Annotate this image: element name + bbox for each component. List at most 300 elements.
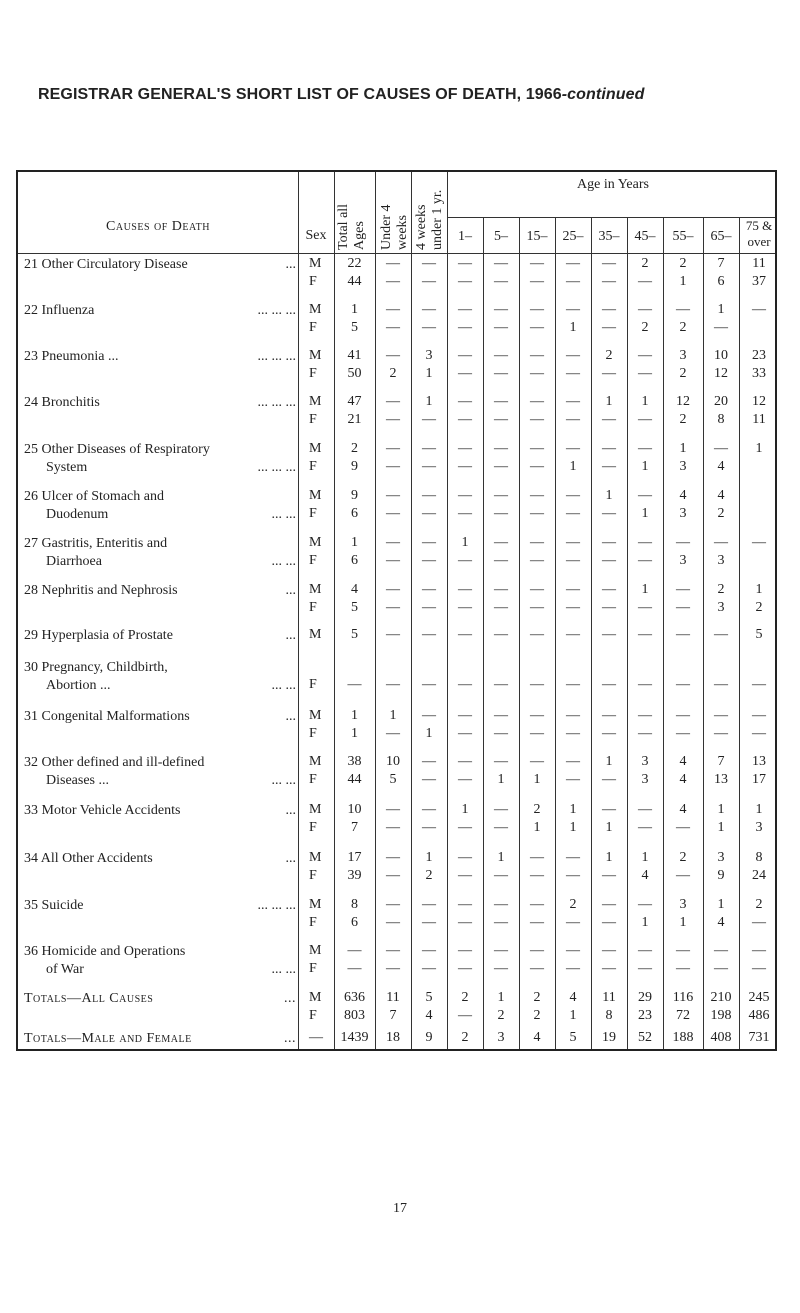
- data-cell: —: [386, 582, 400, 597]
- sex-cell: M: [309, 627, 322, 642]
- data-cell: —: [566, 394, 580, 409]
- data-cell: 6: [351, 506, 358, 521]
- data-cell: —: [458, 488, 472, 503]
- cause-number: 23: [24, 349, 38, 364]
- data-cell: 41: [347, 348, 362, 363]
- cause-label: [24, 394, 296, 412]
- sex-cell: M: [309, 802, 322, 817]
- data-cell: —: [494, 961, 508, 976]
- cause-text: [24, 441, 296, 459]
- data-cell: —: [530, 708, 544, 723]
- header-age-group: Age in Years: [577, 177, 649, 192]
- data-cell: 3: [641, 772, 649, 787]
- cause-label: [24, 754, 296, 790]
- cause-number: 36: [24, 944, 38, 959]
- data-cell: —: [602, 553, 616, 568]
- data-cell: —: [566, 348, 580, 363]
- cause-name: Congenital Malformations: [41, 709, 190, 724]
- data-cell: 1: [679, 915, 687, 930]
- data-cell: —: [386, 348, 400, 363]
- data-cell: —: [638, 366, 652, 381]
- header-causes: Causes of Death: [106, 219, 210, 234]
- data-cell: —: [422, 256, 436, 271]
- data-cell: 2: [389, 366, 397, 381]
- data-cell: —: [676, 708, 690, 723]
- data-cell: —: [494, 915, 508, 930]
- age-header: 15–: [526, 229, 548, 244]
- data-cell: 1: [351, 726, 358, 741]
- cause-name: Motor Vehicle Accidents: [41, 803, 181, 818]
- data-cell: 6: [351, 553, 358, 568]
- data-cell: 1: [425, 850, 433, 865]
- cause-text: [24, 943, 296, 961]
- cause-label: [24, 990, 296, 1008]
- data-cell: —: [530, 459, 544, 474]
- grand-total-text: Totals—Male and Female: [24, 1031, 192, 1046]
- cause-text: [24, 990, 296, 1008]
- cause-number: 21: [24, 257, 38, 272]
- data-cell: —: [458, 348, 472, 363]
- header-sex: Sex: [305, 228, 327, 243]
- data-cell: —: [530, 868, 544, 883]
- cause-continuation: System: [46, 460, 88, 475]
- data-cell: 4: [679, 772, 687, 787]
- cause-name: Nephritis and Nephrosis: [41, 583, 178, 598]
- data-cell: 13: [714, 772, 728, 787]
- data-cell: —: [347, 943, 362, 958]
- data-cell: —: [494, 943, 508, 958]
- cause-label: [24, 627, 296, 645]
- leader-dots: ... ... ...: [257, 460, 296, 475]
- grand-total-cell: 19: [602, 1030, 616, 1045]
- data-cell: 636: [344, 990, 365, 1005]
- data-cell: —: [422, 708, 436, 723]
- data-cell: —: [752, 535, 766, 550]
- sex-cell: M: [309, 348, 322, 363]
- data-cell: —: [566, 274, 580, 289]
- data-cell: 3: [717, 553, 725, 568]
- data-cell: 245: [748, 990, 770, 1005]
- data-cell: —: [602, 274, 616, 289]
- grand-total-cell: 408: [710, 1030, 732, 1045]
- data-cell: —: [458, 772, 472, 787]
- data-cell: —: [386, 677, 400, 692]
- sex-cell: F: [309, 915, 317, 930]
- data-cell: 5: [425, 990, 433, 1005]
- data-cell: 3: [425, 348, 433, 363]
- cause-name: Suicide: [41, 898, 84, 913]
- data-cell: 2: [641, 256, 649, 271]
- cause-label: [24, 302, 296, 320]
- cause-text: [24, 256, 296, 274]
- data-cell: 1: [717, 302, 725, 317]
- data-cell: —: [530, 627, 544, 642]
- data-cell: —: [386, 459, 400, 474]
- data-cell: —: [566, 366, 580, 381]
- leader-dots: ...: [284, 991, 296, 1006]
- cause-label: [24, 256, 296, 274]
- data-cell: 1: [425, 394, 433, 409]
- data-cell: —: [530, 302, 544, 317]
- sex-cell: M: [309, 708, 322, 723]
- sex-cell: F: [309, 726, 317, 741]
- data-cell: 3: [679, 506, 687, 521]
- data-cell: —: [530, 488, 544, 503]
- data-cell: —: [602, 506, 616, 521]
- data-cell: —: [386, 915, 400, 930]
- data-cell: —: [638, 302, 652, 317]
- data-cell: —: [638, 600, 652, 615]
- data-cell: 7: [389, 1008, 397, 1023]
- cause-text: [24, 348, 296, 366]
- data-cell: —: [638, 677, 652, 692]
- data-cell: 1: [461, 535, 469, 550]
- data-cell: —: [638, 726, 652, 741]
- data-cell: 2: [351, 441, 358, 456]
- data-cell: —: [566, 441, 580, 456]
- grand-total-cell: 3: [497, 1030, 505, 1045]
- data-cell: —: [676, 600, 690, 615]
- data-cell: 2: [755, 897, 763, 912]
- data-cell: —: [566, 850, 580, 865]
- leader-dots: ... ... ...: [257, 349, 296, 364]
- data-cell: —: [458, 961, 472, 976]
- data-cell: —: [422, 897, 436, 912]
- data-cell: —: [422, 961, 436, 976]
- age-header: 5–: [494, 229, 508, 244]
- data-cell: —: [714, 535, 728, 550]
- grand-total-cell: 18: [386, 1030, 400, 1045]
- data-cell: 1: [641, 506, 649, 521]
- data-cell: 2: [679, 850, 687, 865]
- data-cell: 38: [347, 754, 362, 769]
- grand-total-label: [24, 1030, 296, 1048]
- data-cell: —: [458, 915, 472, 930]
- leader-dots: ... ...: [271, 678, 296, 693]
- data-cell: 29: [638, 990, 652, 1005]
- cause-number: 29: [24, 628, 38, 643]
- data-cell: —: [494, 677, 508, 692]
- data-cell: —: [530, 553, 544, 568]
- data-cell: —: [458, 897, 472, 912]
- data-cell: —: [714, 441, 728, 456]
- leader-dots: ...: [285, 257, 296, 272]
- leader-dots: ... ... ...: [257, 395, 296, 410]
- data-cell: —: [566, 726, 580, 741]
- data-cell: 1: [605, 394, 613, 409]
- data-cell: —: [752, 708, 766, 723]
- sex-cell: M: [309, 582, 322, 597]
- data-cell: —: [530, 582, 544, 597]
- data-cell: —: [714, 320, 728, 335]
- cause-text: [24, 754, 296, 772]
- data-cell: —: [530, 394, 544, 409]
- data-cell: —: [458, 274, 472, 289]
- data-cell: —: [458, 582, 472, 597]
- data-cell: —: [530, 535, 544, 550]
- data-cell: —: [566, 302, 580, 317]
- data-cell: —: [602, 366, 616, 381]
- data-cell: —: [602, 600, 616, 615]
- data-cell: 72: [676, 1008, 690, 1023]
- data-cell: —: [676, 302, 690, 317]
- age-header: 75 & over: [745, 218, 773, 249]
- sex-cell: F: [309, 506, 317, 521]
- data-cell: —: [422, 802, 436, 817]
- data-cell: 1: [755, 441, 763, 456]
- cause-text: [24, 394, 296, 412]
- data-cell: —: [676, 820, 690, 835]
- data-cell: —: [386, 627, 400, 642]
- data-cell: —: [676, 868, 690, 883]
- cause-label: [24, 535, 296, 571]
- data-cell: —: [566, 627, 580, 642]
- data-cell: 8: [755, 850, 763, 865]
- data-cell: —: [347, 961, 362, 976]
- sex-cell: F: [309, 600, 317, 615]
- data-cell: 4: [569, 990, 577, 1005]
- data-cell: —: [386, 488, 400, 503]
- data-cell: —: [714, 961, 728, 976]
- cause-number: 31: [24, 709, 38, 724]
- data-cell: 3: [679, 348, 687, 363]
- data-cell: 4: [641, 868, 649, 883]
- sex-cell: M: [309, 990, 322, 1005]
- data-cell: —: [676, 582, 690, 597]
- data-cell: —: [422, 488, 436, 503]
- leader-dots: ...: [284, 1031, 296, 1046]
- data-cell: —: [458, 256, 472, 271]
- data-cell: —: [422, 627, 436, 642]
- data-cell: 3: [641, 754, 649, 769]
- data-cell: —: [566, 535, 580, 550]
- data-cell: —: [458, 754, 472, 769]
- data-cell: —: [386, 506, 400, 521]
- data-cell: 37: [752, 274, 766, 289]
- grand-total-cell: 188: [672, 1030, 694, 1045]
- leader-dots: ... ...: [271, 962, 296, 977]
- data-cell: —: [494, 726, 508, 741]
- data-cell: —: [458, 708, 472, 723]
- data-cell: 2: [717, 506, 725, 521]
- cause-number: 28: [24, 583, 38, 598]
- data-cell: —: [638, 274, 652, 289]
- data-cell: —: [602, 943, 616, 958]
- data-cell: —: [494, 412, 508, 427]
- cause-number: 35: [24, 898, 38, 913]
- data-cell: —: [530, 320, 544, 335]
- data-cell: —: [494, 302, 508, 317]
- cause-label: [24, 897, 296, 915]
- sex-cell: M: [309, 488, 322, 503]
- data-cell: 21: [347, 412, 362, 427]
- data-cell: —: [566, 488, 580, 503]
- data-cell: —: [638, 412, 652, 427]
- data-cell: —: [602, 582, 616, 597]
- data-cell: —: [422, 553, 436, 568]
- data-cell: —: [494, 348, 508, 363]
- cause-number: 32: [24, 755, 38, 770]
- data-cell: —: [676, 943, 690, 958]
- data-cell: —: [422, 820, 436, 835]
- data-cell: —: [566, 868, 580, 883]
- title-suffix: -continued: [561, 86, 645, 103]
- data-cell: —: [494, 802, 508, 817]
- data-cell: 1: [605, 850, 613, 865]
- sex-cell: F: [309, 274, 317, 289]
- data-cell: —: [422, 600, 436, 615]
- data-cell: —: [530, 348, 544, 363]
- data-cell: —: [602, 915, 616, 930]
- data-cell: —: [530, 256, 544, 271]
- data-cell: —: [494, 708, 508, 723]
- cause-label: [24, 488, 296, 524]
- header-total: Total all Ages: [336, 203, 367, 250]
- data-cell: 3: [755, 820, 763, 835]
- data-cell: —: [602, 535, 616, 550]
- data-cell: —: [494, 535, 508, 550]
- data-cell: 1: [533, 820, 541, 835]
- data-cell: 5: [389, 772, 397, 787]
- data-cell: 2: [605, 348, 613, 363]
- data-cell: —: [530, 412, 544, 427]
- data-cell: 9: [351, 459, 358, 474]
- data-cell: 1: [351, 708, 358, 723]
- data-cell: —: [714, 943, 728, 958]
- data-cell: —: [494, 868, 508, 883]
- data-cell: —: [566, 961, 580, 976]
- cause-name: Other Diseases of Respiratory: [41, 442, 210, 457]
- data-cell: 1: [569, 802, 577, 817]
- data-cell: —: [530, 677, 544, 692]
- sex-cell: M: [309, 256, 322, 271]
- data-cell: —: [530, 506, 544, 521]
- data-cell: —: [494, 488, 508, 503]
- cause-continuation: Diarrhoea: [46, 554, 102, 569]
- grand-total-cell: 1439: [340, 1030, 369, 1045]
- data-cell: —: [386, 302, 400, 317]
- cause-label: [24, 659, 296, 695]
- cause-name: All Other Accidents: [40, 851, 153, 866]
- data-cell: 1: [641, 394, 649, 409]
- grand-total-cell: 4: [533, 1030, 541, 1045]
- data-cell: 4: [679, 488, 687, 503]
- data-cell: 5: [755, 627, 763, 642]
- data-cell: 20: [714, 394, 728, 409]
- data-cell: 1: [569, 820, 577, 835]
- data-cell: —: [458, 726, 472, 741]
- age-header: 1–: [458, 229, 472, 244]
- leader-dots: ... ... ...: [257, 898, 296, 913]
- leader-dots: ...: [285, 851, 296, 866]
- page-number: 17: [393, 1201, 407, 1216]
- header-4-weeks-under-1-yr: 4 weeks under 1 yr.: [414, 189, 445, 250]
- cause-label: [24, 708, 296, 726]
- sex-cell: M: [309, 441, 322, 456]
- data-cell: —: [638, 553, 652, 568]
- data-cell: 1: [497, 990, 505, 1005]
- data-cell: —: [602, 459, 616, 474]
- data-cell: —: [566, 553, 580, 568]
- data-cell: —: [602, 961, 616, 976]
- data-cell: 17: [347, 850, 362, 865]
- data-cell: —: [422, 412, 436, 427]
- data-cell: —: [458, 1008, 472, 1023]
- data-cell: 9: [717, 868, 725, 883]
- cause-text: [24, 897, 296, 915]
- data-cell: —: [422, 506, 436, 521]
- data-cell: —: [386, 868, 400, 883]
- leader-dots: ...: [285, 583, 296, 598]
- age-header: 45–: [634, 229, 656, 244]
- data-cell: —: [494, 274, 508, 289]
- data-cell: 1: [605, 754, 613, 769]
- cause-number: 27: [24, 536, 38, 551]
- cause-continuation: Abortion ...: [46, 678, 111, 693]
- data-cell: —: [530, 850, 544, 865]
- data-cell: —: [602, 256, 616, 271]
- data-cell: —: [386, 553, 400, 568]
- cause-text: [24, 535, 296, 553]
- data-cell: 4: [679, 802, 687, 817]
- data-cell: —: [638, 820, 652, 835]
- data-cell: 1: [755, 582, 763, 597]
- sex-cell: F: [309, 366, 317, 381]
- data-cell: 10: [386, 754, 400, 769]
- data-cell: —: [422, 459, 436, 474]
- data-cell: —: [602, 441, 616, 456]
- data-cell: 2: [717, 582, 725, 597]
- data-cell: —: [458, 459, 472, 474]
- data-cell: —: [638, 961, 652, 976]
- data-cell: —: [458, 412, 472, 427]
- data-cell: 198: [710, 1008, 732, 1023]
- data-cell: 2: [641, 320, 649, 335]
- cause-label: [24, 441, 296, 477]
- data-cell: —: [752, 726, 766, 741]
- data-cell: —: [714, 627, 728, 642]
- header-rule: [18, 253, 775, 254]
- data-cell: —: [458, 553, 472, 568]
- data-cell: —: [566, 600, 580, 615]
- data-cell: —: [638, 441, 652, 456]
- age-header: 25–: [562, 229, 584, 244]
- data-cell: 1: [755, 802, 763, 817]
- data-cell: —: [638, 943, 652, 958]
- data-cell: 2: [533, 1008, 541, 1023]
- cause-name: Other Circulatory Disease: [41, 257, 188, 272]
- cause-number: 24: [24, 395, 38, 410]
- data-cell: 1: [641, 459, 649, 474]
- data-cell: 2: [461, 990, 469, 1005]
- data-cell: 7: [717, 256, 725, 271]
- data-cell: 2: [533, 990, 541, 1005]
- data-cell: 39: [347, 868, 362, 883]
- data-cell: 7: [717, 754, 725, 769]
- cause-text: [24, 488, 296, 506]
- cause-continuation: Duodenum: [46, 507, 109, 522]
- cause-text: [24, 627, 296, 645]
- sex-cell: M: [309, 302, 322, 317]
- data-cell: 9: [351, 488, 358, 503]
- data-cell: —: [566, 582, 580, 597]
- data-cell: —: [752, 677, 766, 692]
- data-cell: —: [714, 677, 728, 692]
- data-cell: 1: [679, 441, 687, 456]
- cause-name: Influenza: [41, 303, 95, 318]
- data-cell: —: [422, 582, 436, 597]
- sex-cell: F: [309, 320, 317, 335]
